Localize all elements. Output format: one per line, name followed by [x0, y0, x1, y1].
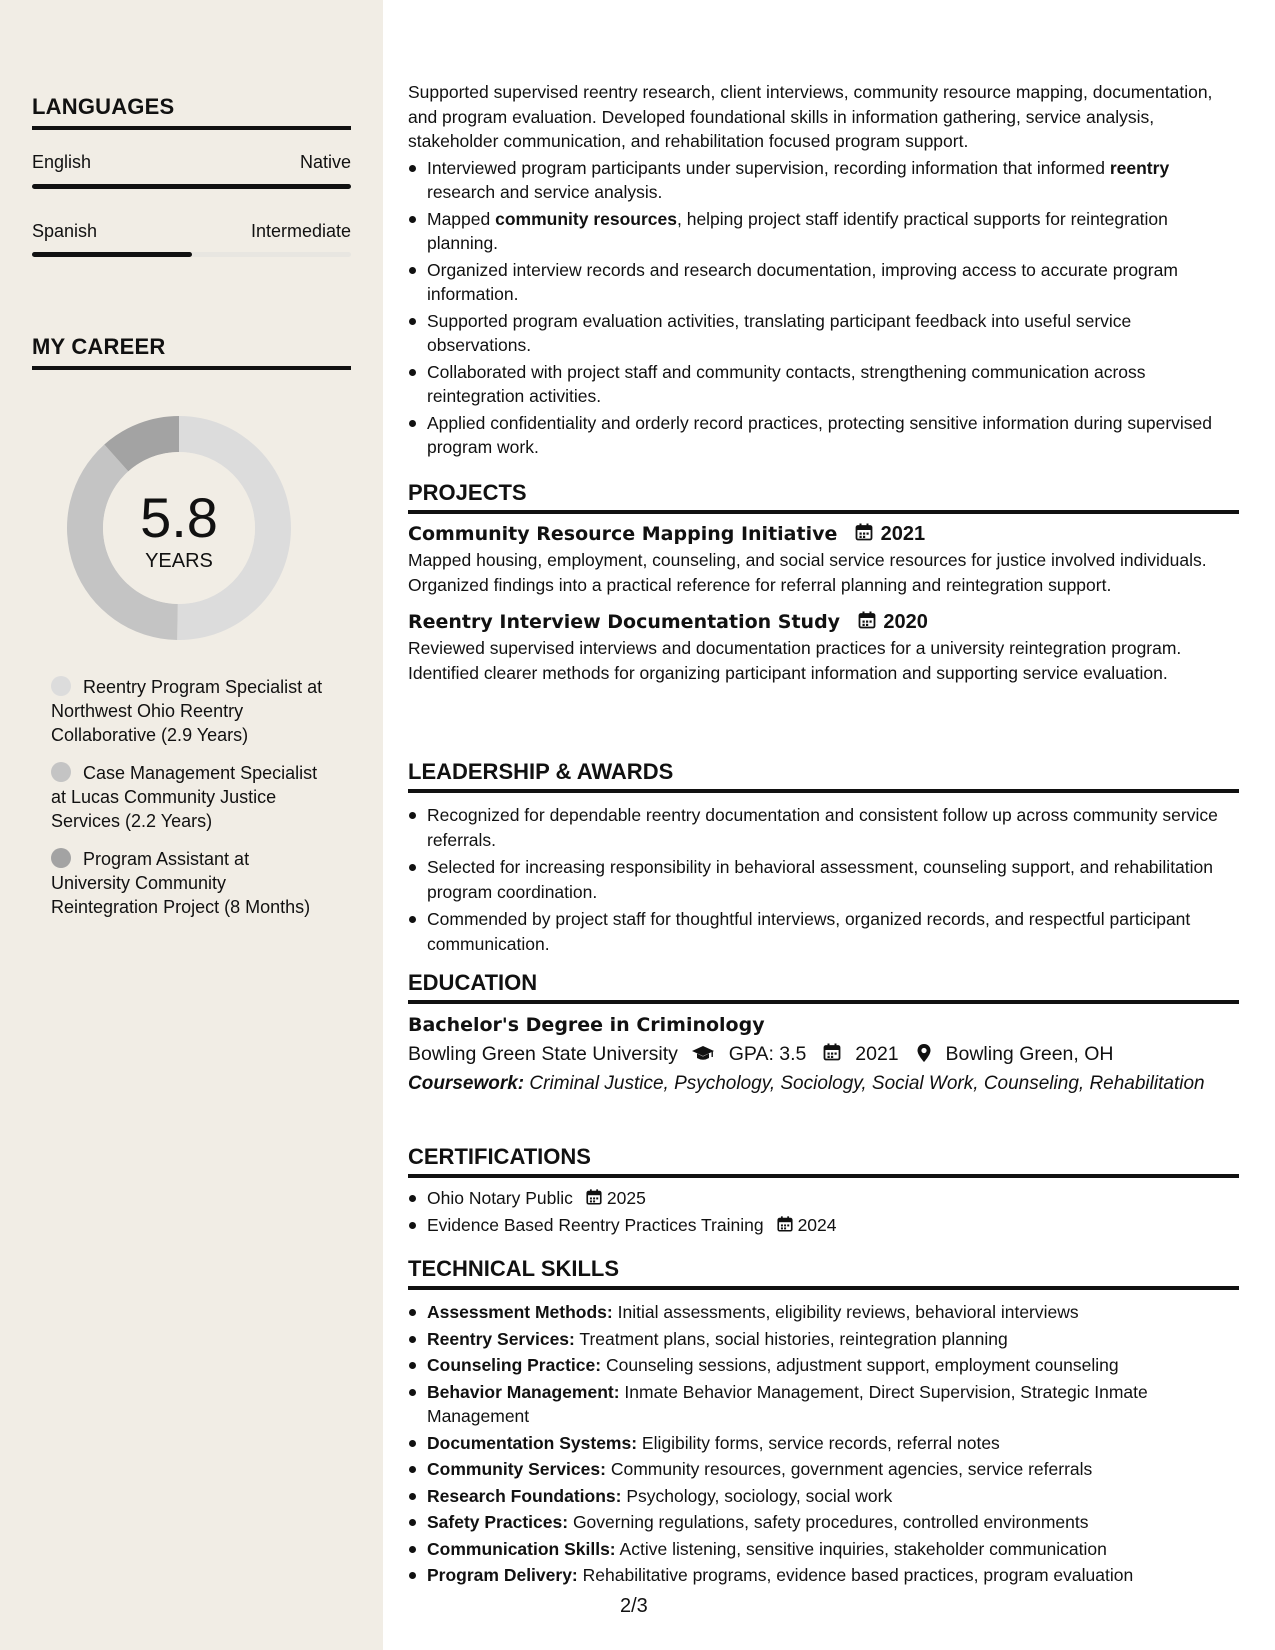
- cert-year: 2024: [797, 1214, 837, 1235]
- list-item: Communication Skills: Active listening, sensitive inquiries, stakeholder communication: [408, 1537, 1239, 1562]
- list-item: Recognized for dependable reentry documentation and consistent follow up across community service referrals.: [408, 803, 1239, 852]
- coursework: Coursework: Criminal Justice, Psychology, Sociology, Social Work, Counseling, Rehabilitation: [408, 1073, 1205, 1094]
- list-item: Organized interview records and research documentation, improving access to accurate program information.: [408, 258, 1239, 307]
- experience-bullets: [408, 156, 1239, 460]
- section-rule: [408, 510, 1239, 514]
- legend-dot: [51, 848, 71, 868]
- career-legend-label: Program Assistant at University Community Reintegration Project (8 Months): [51, 849, 311, 917]
- skills-list: [408, 1300, 1239, 1588]
- section-rule: [408, 1286, 1239, 1290]
- list-item: Community Services: Community resources, government agencies, service referrals: [408, 1457, 1239, 1482]
- list-item: Behavior Management: Inmate Behavior Management, Direct Supervision, Strategic Inmate Management: [408, 1380, 1239, 1429]
- career-legend-label: Case Management Specialist at Lucas Community Justice Services (2.2 Years): [51, 763, 318, 831]
- list-item: Evidence Based Reentry Practices Training 2024: [408, 1213, 1239, 1238]
- list-item: Assessment Methods: Initial assessments, eligibility reviews, behavioral interviews: [408, 1300, 1239, 1325]
- list-item: Selected for increasing responsibility in behavioral assessment, counseling support, and rehabilitation program coordination.: [408, 855, 1239, 904]
- list-item: Commended by project staff for thoughtful interviews, organized records, and respectful participant communication.: [408, 907, 1239, 956]
- project-description: Mapped housing, employment, counseling, and social service resources for justice involved individuals. Organized findings into a practical reference for referral planning and reintegration support.: [408, 550, 1207, 595]
- gpa: GPA: 3.5: [728, 1043, 807, 1065]
- list-item: Interviewed program participants under supervision, recording information that informed reentry research and service analysis.: [408, 156, 1239, 205]
- languages-heading: LANGUAGES: [32, 94, 175, 119]
- list-item: Counseling Practice: Counseling sessions, adjustment support, employment counseling: [408, 1353, 1239, 1378]
- section-title: TECHNICAL SKILLS: [408, 1256, 620, 1281]
- languages-rule: [32, 126, 351, 130]
- career-legend-label: Reentry Program Specialist at Northwest Ohio Reentry Collaborative (2.9 Years): [51, 677, 323, 745]
- skills-section: [408, 1256, 1239, 1588]
- section-title: CERTIFICATIONS: [408, 1144, 591, 1169]
- legend-dot: [51, 676, 71, 696]
- education-details: [408, 1040, 1239, 1068]
- calendar-icon: [776, 1215, 794, 1233]
- certifications-section: [408, 1144, 1239, 1237]
- project-title: Community Resource Mapping Initiative 2021: [408, 523, 926, 545]
- list-item: Reentry Services: Treatment plans, social histories, reintegration planning: [408, 1327, 1239, 1352]
- graduation-year: 2021: [855, 1043, 899, 1065]
- page-number: 2/3: [620, 1595, 648, 1617]
- career-total-years: 5.8: [140, 486, 218, 549]
- project-description: Reviewed supervised interviews and documentation practices for a university reintegration program. Identified clearer methods for organizing participant information and supporting service evaluation.: [408, 638, 1182, 683]
- language-english: [32, 152, 351, 173]
- sidebar: [0, 0, 383, 1650]
- language-bar-fill: [32, 252, 192, 257]
- education-location: Bowling Green, OH: [945, 1043, 1114, 1065]
- experience-summary: Supported supervised reentry research, client interviews, community resource mapping, documentation, and program evaluation. Developed foundational skills in information gathering, service analysis, stakeholder communication, and rehabilitation focused program support.: [408, 82, 1213, 151]
- calendar-icon: [585, 1188, 603, 1206]
- language-bar-english: [32, 184, 351, 189]
- list-item: Research Foundations: Psychology, sociology, social work: [408, 1484, 1239, 1509]
- language-bar-fill: [32, 184, 351, 189]
- school-name: Bowling Green State University: [408, 1043, 678, 1065]
- section-title: LEADERSHIP & AWARDS: [408, 759, 674, 784]
- career-rule: [32, 366, 351, 370]
- map-pin-icon: [916, 1043, 932, 1063]
- cert-year: 2025: [606, 1188, 646, 1208]
- section-title: PROJECTS: [408, 480, 527, 505]
- career-legend-item: [51, 675, 331, 747]
- degree-title: Bachelor's Degree in Criminology: [408, 1014, 765, 1036]
- calendar-icon: [822, 1042, 842, 1062]
- language-bar-spanish: [32, 252, 351, 257]
- section-rule: [408, 789, 1239, 793]
- list-item: Safety Practices: Governing regulations, safety procedures, controlled environments: [408, 1510, 1239, 1535]
- career-legend-item: [51, 847, 331, 919]
- list-item: Documentation Systems: Eligibility forms, service records, referral notes: [408, 1431, 1239, 1456]
- language-level: Native: [299, 152, 351, 172]
- list-item: Applied confidentiality and orderly record practices, protecting sensitive information during supervised program work.: [408, 411, 1239, 460]
- legend-dot: [51, 762, 71, 782]
- leadership-list: [408, 803, 1239, 956]
- project-year: 2020: [883, 611, 928, 633]
- section-rule: [408, 1000, 1239, 1004]
- career-total-unit: YEARS: [145, 550, 213, 572]
- list-item: Ohio Notary Public 2025: [408, 1186, 1239, 1211]
- language-name: English: [32, 152, 92, 172]
- career-legend-item: [51, 761, 331, 833]
- project-title: Reentry Interview Documentation Study 2020: [408, 611, 928, 633]
- graduation-cap-icon: [691, 1043, 715, 1063]
- project-year: 2021: [880, 523, 926, 545]
- experience-section: [408, 80, 1239, 460]
- list-item: Mapped community resources, helping project staff identify practical supports for reintegration planning.: [408, 207, 1239, 256]
- list-item: Program Delivery: Rehabilitative programs, evidence based practices, program evaluation: [408, 1563, 1239, 1588]
- certifications-list: [408, 1186, 1239, 1237]
- list-item: Collaborated with project staff and community contacts, strengthening communication across reintegration activities.: [408, 360, 1239, 409]
- career-heading: MY CAREER: [32, 334, 166, 359]
- language-level: Intermediate: [250, 221, 351, 241]
- calendar-icon: [854, 522, 874, 542]
- calendar-icon: [857, 610, 877, 630]
- language-name: Spanish: [32, 221, 98, 241]
- list-item: Supported program evaluation activities, translating participant feedback into useful service observations.: [408, 309, 1239, 358]
- leadership-section: [408, 759, 1239, 956]
- section-title: EDUCATION: [408, 970, 538, 995]
- education-section: [408, 970, 1239, 1097]
- section-rule: [408, 1174, 1239, 1178]
- projects-section: [408, 480, 1239, 685]
- language-spanish: [32, 221, 351, 242]
